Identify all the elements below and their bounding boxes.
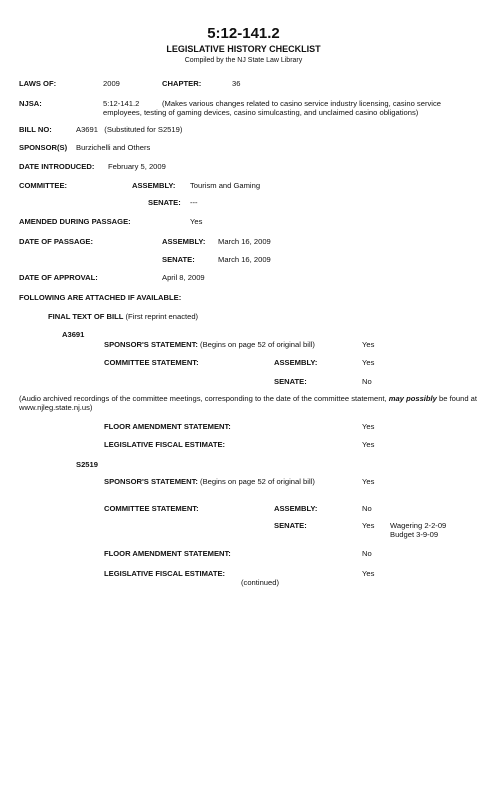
a3691-sponsor-label: SPONSOR'S STATEMENT: [104,340,198,349]
passage-assembly-label: ASSEMBLY: [162,237,206,246]
date-of-approval-value: April 8, 2009 [162,273,205,282]
s2519-sponsor-row [104,477,315,486]
date-introduced-label: DATE INTRODUCED: [19,162,95,171]
s2519-senate-label: SENATE: [274,521,307,530]
sponsors-value: Burzichelli and Others [76,143,151,152]
audio-note-emphasis: may possibly [388,394,437,403]
njsa-value: 5:12-141.2 [103,99,140,108]
following-heading: FOLLOWING ARE ATTACHED IF AVAILABLE: [19,293,182,302]
s2519-assembly-value: No [362,504,372,513]
s2519-senate-note2: Budget 3-9-09 [390,530,439,539]
bill-no-value: A3691 (Substituted for S2519) [76,125,183,134]
s2519-senate-value: Yes [362,521,375,530]
a3691-assembly-value: Yes [362,358,375,367]
s2519-heading: S2519 [76,460,98,469]
chapter-label: CHAPTER: [162,79,202,88]
a3691-heading: A3691 [62,330,85,339]
page-title: 5:12-141.2 [207,25,280,42]
s2519-committee-label: COMMITTEE STATEMENT: [104,504,199,513]
a3691-committee-label: COMMITTEE STATEMENT: [104,358,199,367]
a3691-sponsor-note: (Begins on page 52 of original bill) [200,340,315,349]
committee-assembly-label: ASSEMBLY: [132,181,176,190]
njsa-description-line2: employees, testing of gaming devices, casino simulcasting, and unclaimed casino obligations) [103,108,419,117]
passage-assembly-value: March 16, 2009 [218,237,271,246]
date-introduced-value: February 5, 2009 [108,162,166,171]
final-text-label: FINAL TEXT OF BILL [48,312,124,321]
s2519-senate-note1: Wagering 2-2-09 [390,521,447,530]
s2519-fiscal-value: Yes [362,569,375,578]
a3691-floor-label: FLOOR AMENDMENT STATEMENT: [104,422,231,431]
s2519-assembly-label: ASSEMBLY: [274,504,318,513]
njsa-label: NJSA: [19,99,42,108]
a3691-sponsor-value: Yes [362,340,375,349]
a3691-floor-value: Yes [362,422,375,431]
committee-assembly-value: Tourism and Gaming [190,181,261,190]
amended-label: AMENDED DURING PASSAGE: [19,217,131,226]
chapter-value: 36 [232,79,241,88]
bill-no-label: BILL NO: [19,125,52,134]
audio-note-part1: (Audio archived recordings of the committee meetings, corresponding to the date of the committee statement, [19,394,389,403]
date-of-passage-label: DATE OF PASSAGE: [19,237,93,246]
a3691-fiscal-label: LEGISLATIVE FISCAL ESTIMATE: [104,440,226,449]
a3691-senate-label: SENATE: [274,377,307,386]
amended-value: Yes [190,217,203,226]
a3691-assembly-label: ASSEMBLY: [274,358,318,367]
audio-note-part2: be found at www.njleg.state.nj.us) [19,394,478,412]
final-text-row [48,312,198,321]
s2519-sponsor-value: Yes [362,477,375,486]
committee-senate-label: SENATE: [148,198,181,207]
laws-of-label: LAWS OF: [19,79,57,88]
s2519-fiscal-label: LEGISLATIVE FISCAL ESTIMATE: [104,569,226,578]
sponsors-label: SPONSOR(S) [19,143,68,152]
page-subtitle: LEGISLATIVE HISTORY CHECKLIST [166,44,321,54]
audio-note [19,394,479,412]
s2519-sponsor-label: SPONSOR'S STATEMENT: [104,477,198,486]
a3691-senate-value: No [362,377,372,386]
laws-of-value: 2009 [103,79,120,88]
a3691-sponsor-row [104,340,315,349]
passage-senate-value: March 16, 2009 [218,255,271,264]
committee-senate-value: --- [190,198,198,207]
final-text-note: (First reprint enacted) [125,312,199,321]
s2519-floor-value: No [362,549,372,558]
a3691-fiscal-value: Yes [362,440,375,449]
s2519-sponsor-note: (Begins on page 52 of original bill) [200,477,315,486]
compiled-by: Compiled by the NJ State Law Library [184,57,303,64]
passage-senate-label: SENATE: [162,255,195,264]
continued-note: (continued) [241,578,279,587]
date-of-approval-label: DATE OF APPROVAL: [19,273,98,282]
njsa-description-line1: (Makes various changes related to casino service industry licensing, casino service [162,99,441,108]
committee-label: COMMITTEE: [19,181,68,190]
s2519-floor-label: FLOOR AMENDMENT STATEMENT: [104,549,231,558]
